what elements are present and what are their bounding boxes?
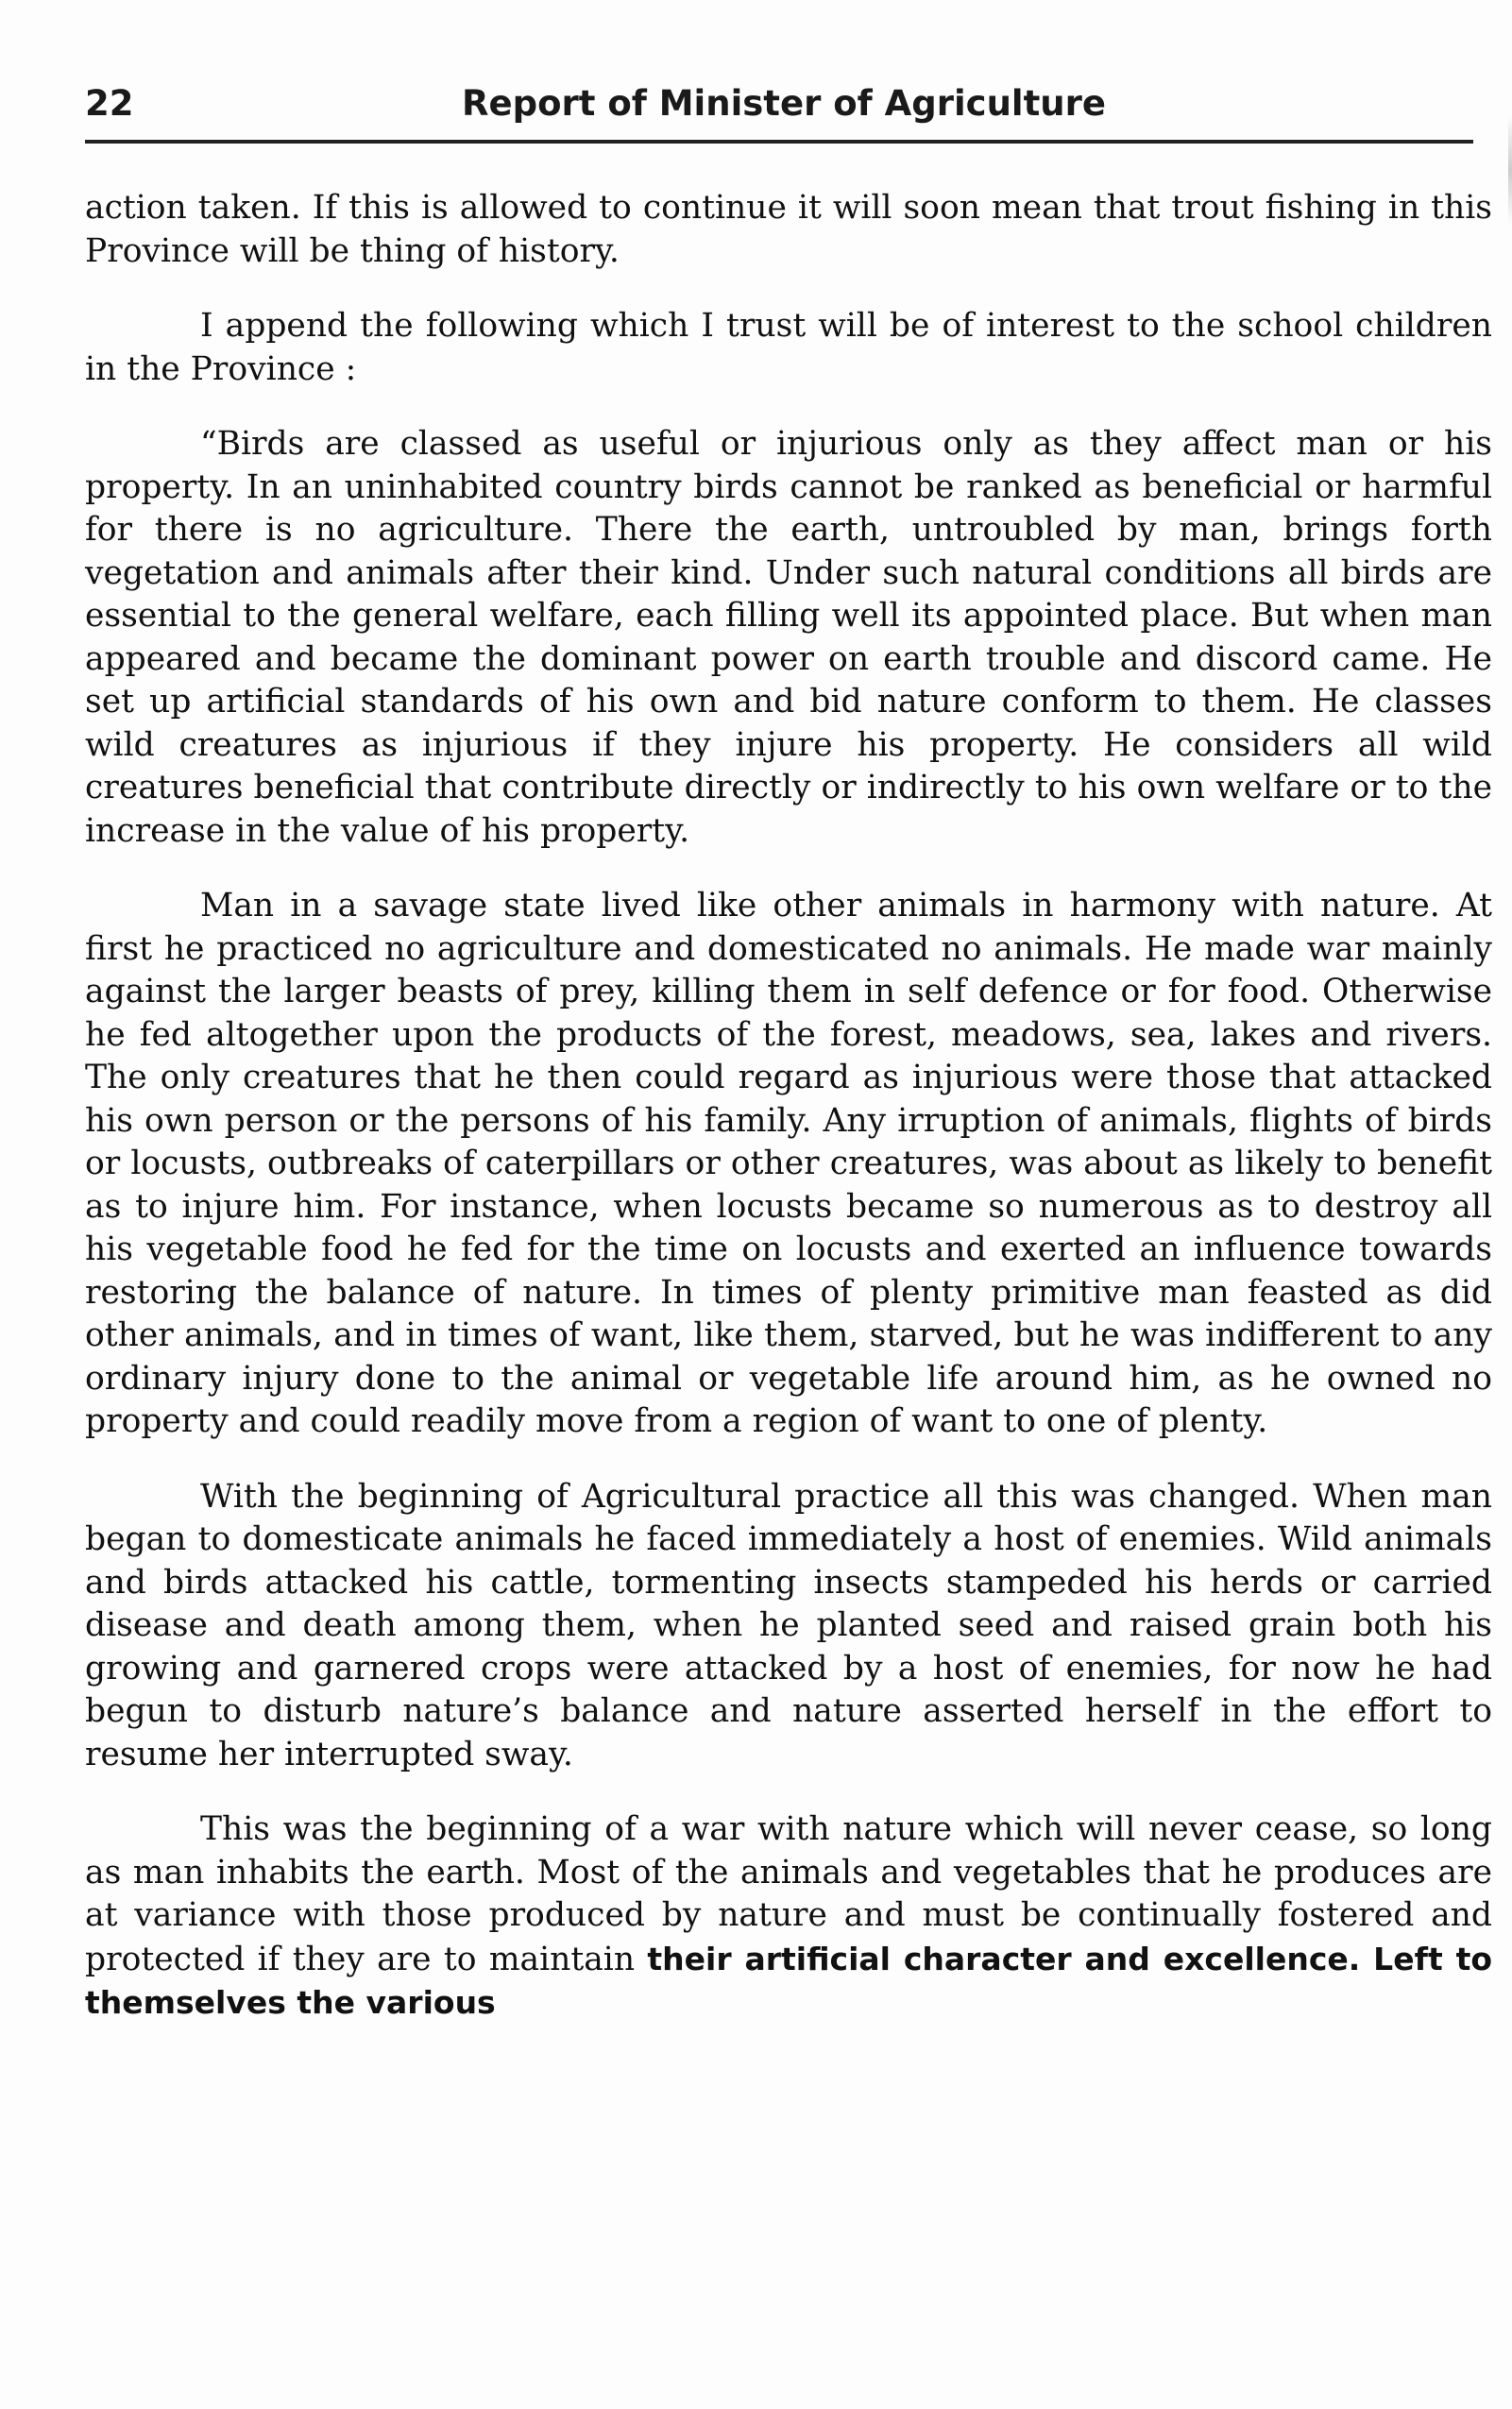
paragraph-birds-classed: “Birds are classed as useful or injurious only as they affect man or his property. In an uninhabited country birds cannot be ranked as beneficial or harmful for there is no agriculture. There the earth, untroubled by man, brings forth vegetation and animals after their kind. Under such natural conditions all birds are essential to the general welfare, each filling well its appointed place. But when man appeared and became the dominant power on earth trouble and discord came. He set up artificial standards of his own and bid nature conform to them. He classes wild creatures as injurious if they injure his property. He considers all wild creatures beneficial that contribute directly or indirectly to his own welfare or to the increase in the value of his property. xyxy=(85,425,1492,850)
page-header-title: Report of Minister of Agriculture xyxy=(462,83,1106,124)
header-rule xyxy=(85,140,1473,144)
paragraph-append-note: I append the following which I trust will be of interest to the school children in the Province : xyxy=(85,307,1492,388)
paragraph-war-with-nature-text: This was the beginning of a war with nature which will never cease, so long as man inhabits the earth. Most of the animals and vegetables that he produces are at variance with those produced by nature and must be continually fostered and protected if they are to maintain xyxy=(85,1810,1492,1978)
paragraph-continuation: action taken. If this is allowed to continue it will soon mean that trout fishing in this Province will be thing of history. xyxy=(85,189,1492,270)
paragraph-war-with-nature xyxy=(85,1808,1492,2026)
paragraph-bold-final-line: their artificial character and excellence. Left to themselves the various xyxy=(85,1940,1493,2021)
paragraph-savage-state: Man in a savage state lived like other animals in harmony with nature. At first he practiced no agriculture and domesticated no animals. He made war mainly against the larger beasts of prey, killing them in self defence or for food. Otherwise he fed altogether upon the products of the forest, meadows, sea, lakes and rivers. The only creatures that he then could regard as injurious were those that attacked his own person or the persons of his family. Any irruption of animals, flights of birds or locusts, outbreaks of caterpillars or other creatures, was about as likely to benefit as to injure him. For instance, when locusts became so numerous as to destroy all his vegetable food he fed for the time on locusts and exerted an influence towards restoring the balance of nature. In times of plenty primitive man feasted as did other animals, and in times of want, like them, starved, but he was indifferent to any ordinary injury done to the animal or vegetable life around him, as he owned no property and could readily move from a region of want to one of plenty. xyxy=(85,887,1492,1440)
scan-edge-shadow xyxy=(1508,113,1512,227)
running-header xyxy=(85,83,1483,132)
page-number: 22 xyxy=(85,83,134,124)
body-text xyxy=(85,187,1492,2026)
paragraph-agricultural-practice: With the beginning of Agricultural practice all this was changed. When man began to domesticate animals he faced immediately a host of enemies. Wild animals and birds attacked his cattle, tormenting insects stampeded his herds or carried disease and death among them, when he planted seed and raised grain both his growing and garnered crops were attacked by a host of enemies, for now he had begun to disturb nature’s balance and nature asserted herself in the effort to resume her interrupted sway. xyxy=(85,1477,1492,1773)
